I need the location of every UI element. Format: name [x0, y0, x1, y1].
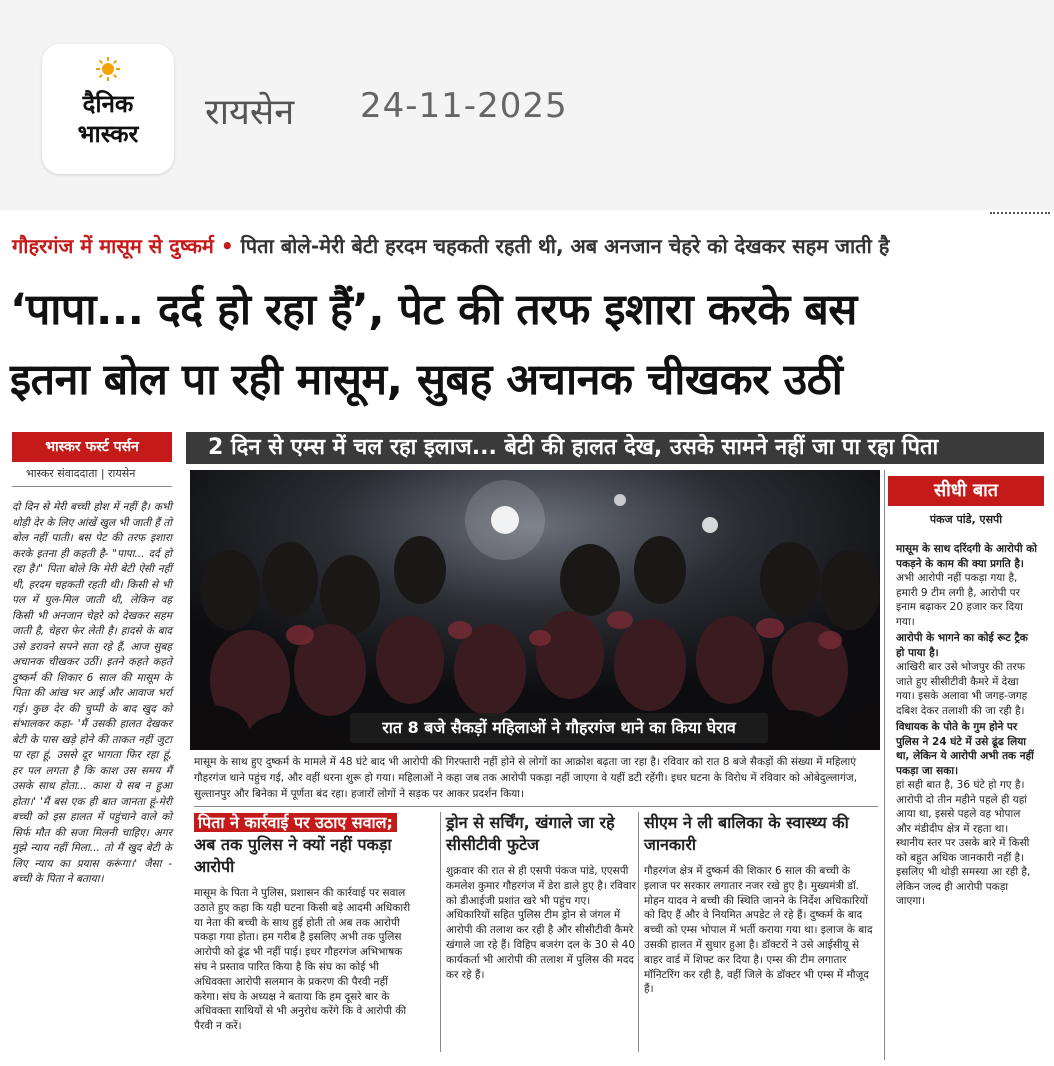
story-column-1-body: मासूम के पिता ने पुलिस, प्रशासन की कार्रवाई पर सवाल उठाते हुए कहा कि यही घटना किसी बड़े आदमी अधिकारी या नेता की बच्ची के साथ हुई होती तो अब तक आरोपी पकड़ा गया होता। हम गरीब है इसलिए अभी तक पुलिस आरोपी को ढूंढ भी नहीं पाई। इधर गौहरगंज अभिभाषक संघ ने प्रस्ताव पारित किया है कि संघ का कोई भी अधिवक्ता आरोपी सलमान के प्रकरण की पैरवी नहीं करेगा। संघ के अध्यक्ष ने बताया कि हम दूसरे बार के अधिवक्ता साथियों से भी अनुरोध करेंगे कि वे आरोपी की पैरवी न करें। [194, 887, 411, 1033]
sidebar-answer: आखिरी बार उसे भोजपुर की तरफ जाते हुए सीसीटीवी कैमरे में देखा गया। इसके अलावा भी जगह-जगह दबिश देकर तलाशी की जा रही है। [896, 661, 1028, 717]
first-person-label: भास्कर फर्स्ट पर्सन [12, 432, 172, 462]
column-rule-1 [440, 812, 441, 1052]
first-person-story: दो दिन से मेरी बच्ची होश में नहीं है। कभी थोड़ी देर के लिए आंखें खुल भी जाती हैं तो बोल नहीं पाती। बस पेट की तरफ इशारा करके इतना ही कहती है- "पापा... दर्द हो रहा है।" पिता बोले कि मेरी बेटी ऐसी नहीं थी, हरदम चहकती रहती थी। किसी से भी पल में घुल-मिल जाती थी, लेकिन वह किसी भी अनजान चेहरे को देखकर सहम जाती है, चेहरा फेर लेती है। हादसे के बाद उसे डरावने सपने सता रहे हैं, आज सुबह अचानक चीखकर उठीं। इतने कहते कहते दुष्कर्म की शिकार 6 साल की मासूम के पिता की आंख भर आई और आवाज भर्रा गई। कुछ देर की चुप्पी के बाद खुद को संभालकर कहा- 'मैं उसकी हालत देखकर बेटी के पास खड़े होने की ताकत नहीं जुटा पा रहा हूं, उससे दूर भागता फिर रहा हूं, हर पल लगता है कि काश उस समय मैं उसके साथ होता... काश ये सब न हुआ होता।' 'मैं बस एक ही बात जानता हूं-मेरी बच्ची को इस हालत में पहुंचाने वाले को सिर्फ मौत की सजा मिलनी चाहिए। अगर मुझे न्याय नहीं मिला... तो मैं खुद बेटी के लिए न्याय का प्रयास करूंगा।' जैसा - बच्ची के पिता ने बताया। [12, 501, 173, 885]
headline-line-2: इतना बोल पा रही मासूम, सुबह अचानक चीखकर उठीं [10, 355, 843, 405]
kicker [12, 232, 1042, 268]
page-header [0, 0, 1054, 210]
story-column-1-title-highlight: पिता ने कार्रवाई पर उठाए सवाल; [194, 813, 397, 832]
sidebar-qa [896, 540, 1038, 911]
kicker-bullet: • [220, 234, 241, 258]
column-rule-2 [638, 812, 639, 1052]
photo-caption: रात 8 बजे सैकड़ों महिलाओं ने गौहरगंज थाने का किया घेराव [350, 713, 768, 743]
dotted-divider [990, 212, 1050, 214]
logo-text-bhaskar: भास्कर [77, 120, 139, 148]
sidebar-answer: अभी आरोपी नहीं पकड़ा गया है, हमारी 9 टीम लगी है, आरोपी पर इनाम बढ़ाकर 20 हजार कर दिया गया। [896, 572, 1023, 628]
story-column-2-body: शुक्रवार की रात से ही एसपी पंकज पांडे, एएसपी कमलेश कुमार गौहरगंज में डेरा डाले हुए है। रविवार को डीआईजी प्रशांत खरे भी पहुंच गए। अधिकारियों सहित पुलिस टीम ड्रोन से जंगल में आरोपी की तलाश कर रही है और सीसीटीवी कैमरे खंगाले जा रहे हैं। विहिप बजरंग दल के 30 से 40 कार्यकर्ता भी आरोपी की तलाश में पुलिस की मदद कर रहे हैं। [446, 865, 636, 981]
edition-date: 24-11-2025 [360, 86, 568, 126]
sidebar-rule [884, 470, 885, 1060]
byline: भास्कर संवाददाता | रायसेन [26, 467, 136, 480]
crowd-night-image [190, 470, 880, 750]
sidebar-subtitle: पंकज पांडे, एसपी [929, 513, 1003, 526]
edition-city: रायसेन [205, 92, 295, 133]
byline-rule [12, 486, 172, 487]
lead-paragraph: मासूम के साथ हुए दुष्कर्म के मामले में 48 घंटे बाद भी आरोपी की गिरफ्तारी नहीं होने से लोगों का आक्रोश बढ़ता जा रहा है। रविवार को रात 8 बजे सैकड़ों की संख्या में महिलाएं गौहरगंज थाने पहुंच गई, और वहीं धरना शुरू हो गया। महिलाओं ने कहा जब तक आरोपी पकड़ा नहीं जाएगा वे यहीं डटी रहेंगी। इधर घटना के विरोध में रविवार को ओबेदुल्लागंज, सुल्तानपुर और बिनेका में पूर्णता बंद रहा। हजारों लोगों ने सड़क पर आकर प्रदर्शन किया। [194, 756, 858, 800]
sidebar-title: सीधी बात [888, 476, 1044, 506]
story-column-1 [194, 812, 416, 1034]
story-column-3-body: गौहरगंज क्षेत्र में दुष्कर्म की शिकार 6 साल की बच्ची के इलाज पर सरकार लगातार नजर रखे हुए है। मुख्यमंत्री डॉ. मोहन यादव ने बच्ची की स्थिति जानने के निर्देश अधिकारियों को दिए हैं और वे नियमित अपडेट ले रहे हैं। दुष्कर्म के बाद बच्ची को एम्स भोपाल में भर्ती कराया गया था। इलाज के बाद उसकी हालत में सुधार हुआ है। डॉक्टरों ने उसे आईसीयू से बाहर वार्ड में शिफ्ट कर दिया है। एम्स की टीम लगातार मॉनिटरिंग कर रही है, वहीं जिले के डॉक्टर भी एम्स में मौजूद हैं। [644, 865, 873, 996]
story-column-2-title: ड्रोन से सर्चिंग, खंगाले जा रहे सीसीटीवी फुटेज [446, 813, 615, 854]
headline-line-1: ‘पापा... दर्द हो रहा हैं’, पेट की तरफ इशारा करके बस [10, 285, 857, 335]
lead-rule [194, 806, 878, 807]
story-column-3 [644, 812, 874, 997]
sidebar-question: मासूम के साथ दरिंदगी के आरोपी को पकड़ने के काम की क्या प्रगति है। [896, 543, 1037, 570]
logo-text-dainik: दैनिक [82, 90, 134, 118]
sun-icon [95, 56, 121, 82]
story-column-1-title [194, 812, 416, 878]
kicker-text: पिता बोले-मेरी बेटी हरदम चहकती रहती थी, अब अनजान चेहरे को देखकर सहम जाती है [240, 234, 890, 258]
story-column-3-title: सीएम ने ली बालिका के स्वास्थ्य की जानकारी [644, 813, 849, 854]
kicker-topic: गौहरगंज में मासूम से दुष्कर्म [12, 234, 214, 258]
story-column-1-title-text: अब तक पुलिस ने क्यों नहीं पकड़ा आरोपी [194, 835, 392, 876]
story-column-2 [446, 812, 636, 982]
sidebar-answer: हां सही बात है, 36 घंटे हो गए है। आरोपी दो तीन महीने पहले ही यहां आया था, इससे पहले वह भोपाल और मंडीदीप क्षेत्र में रहता था। स्थानीय स्तर पर उसके बारे में किसी को बहुत अधिक जानकारी नहीं है। इसलिए भी थोड़ी समस्या आ रही है, लेकिन जल्द ही आरोपी पकड़ा जाएगा। [896, 779, 1031, 907]
sidebar-question: आरोपी के भागने का कोई रूट ट्रैक हो पाया है। [896, 632, 1028, 659]
protest-photo [190, 470, 880, 750]
newspaper-logo[interactable] [42, 44, 174, 174]
sidebar-question: विधायक के पोते के गुम होने पर पुलिस ने 24 घंटे में उसे ढूंढ लिया था, लेकिन ये आरोपी अभी तक नहीं पकड़ा जा सका। [896, 721, 1034, 777]
subheadline-band: 2 दिन से एम्स में चल रहा इलाज... बेटी की हालत देख, उसके सामने नहीं जा पा रहा पिता [186, 432, 1044, 464]
